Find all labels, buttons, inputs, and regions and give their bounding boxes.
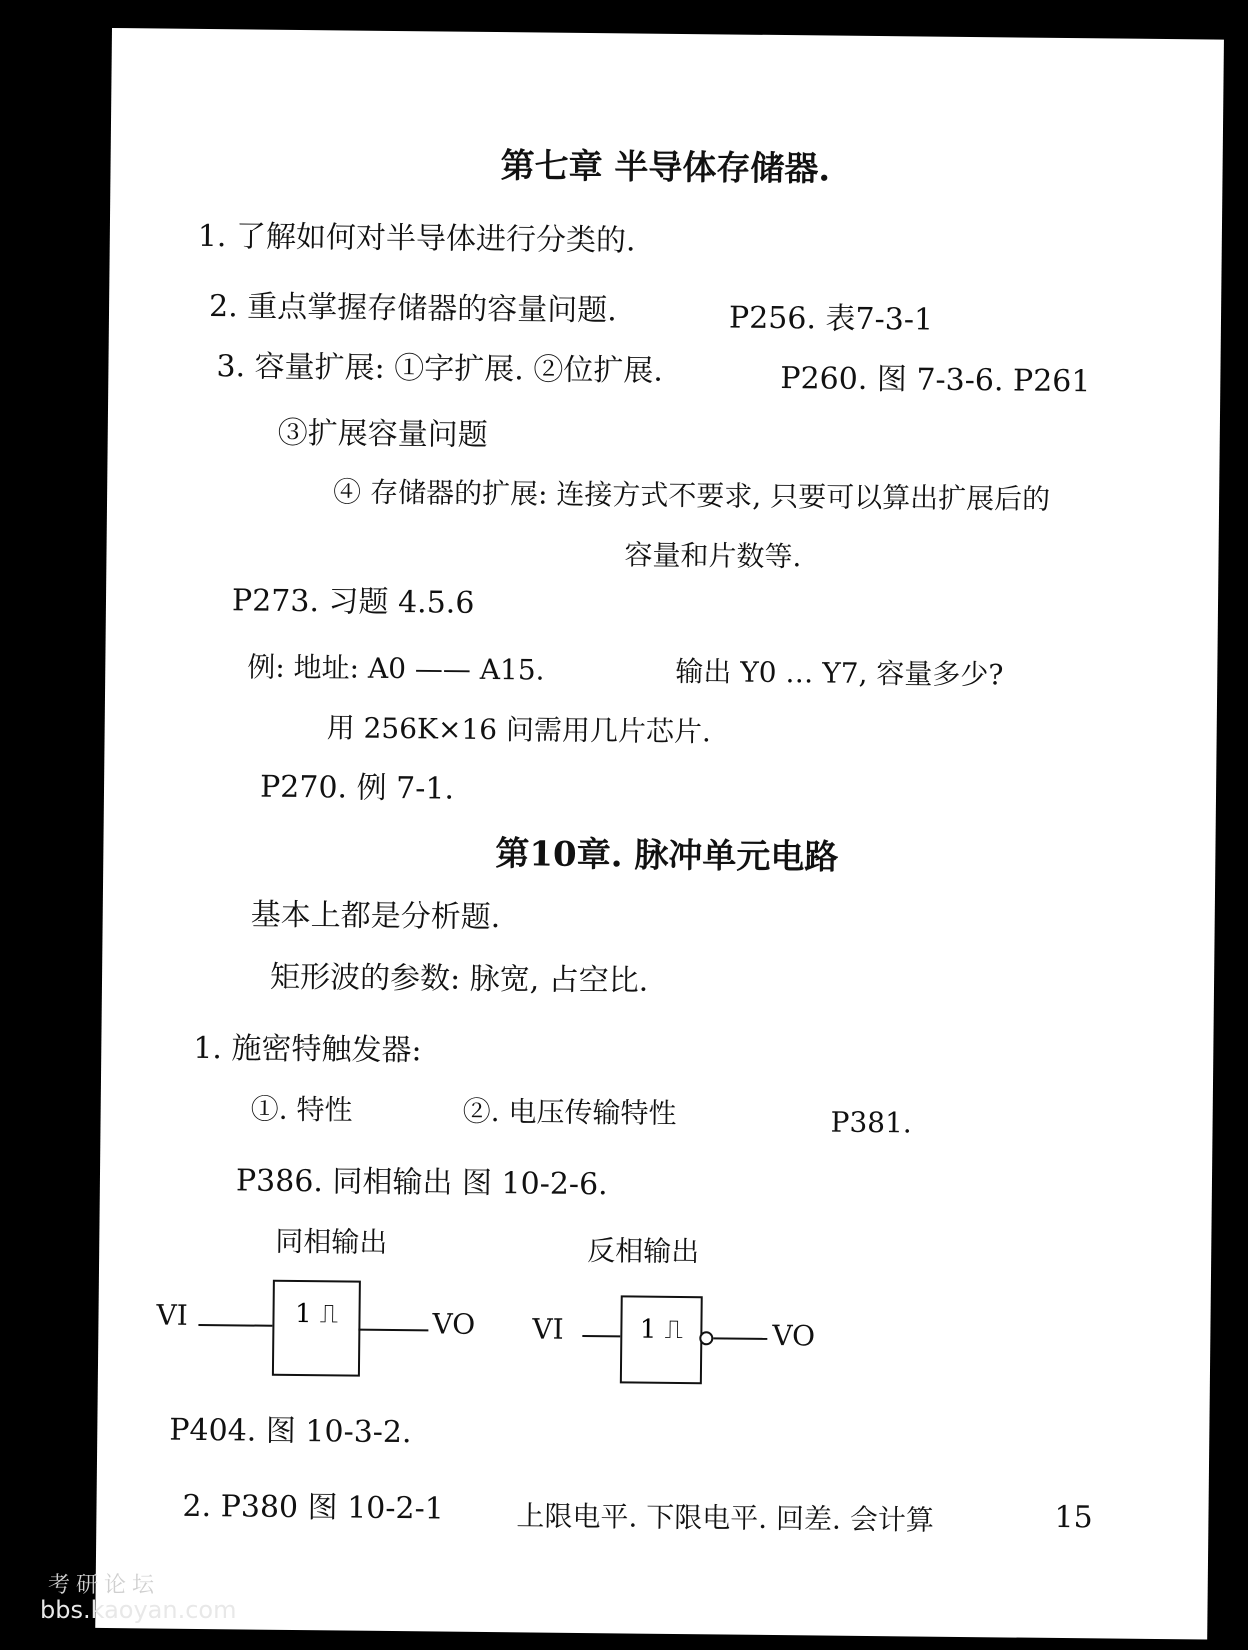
chapter7-title: 第七章 半导体存储器. [500, 146, 831, 190]
chapter10-intro1: 基本上都是分析题. [250, 897, 501, 936]
chapter10-fig2-ref: P404. 图 10-3-2. [169, 1412, 412, 1451]
gate-symbol-right: 1 ⎍ [639, 1314, 684, 1346]
chapter10-item1: 1. 施密特触发器: [193, 1030, 422, 1069]
chapter7-example-a: 例: 地址: A0 —— A15. [247, 650, 545, 687]
chapter10-intro2: 矩形波的参数: 脉宽, 占空比. [269, 959, 649, 999]
chapter7-item3-ref: P260. 图 7-3-6. P261 [780, 361, 1091, 400]
schmitt-gate-left [272, 1280, 361, 1377]
circuit-right-label: 反相输出 [587, 1234, 700, 1269]
output-wire-left [358, 1329, 428, 1332]
vo-label-left: VO [432, 1307, 476, 1341]
chapter7-item2-ref: P256. 表7-3-1 [728, 300, 934, 338]
chapter10-item1-b: ②. 电压传输特性 [462, 1094, 677, 1130]
watermark-site-name: 考研论坛 [48, 1573, 161, 1598]
chapter7-item3d: 容量和片数等. [624, 538, 802, 574]
chapter7-item3: 3. 容量扩展: ①字扩展. ②位扩展. [216, 349, 664, 389]
chapter7-item3b: ③扩展容量问题 [277, 415, 488, 453]
chapter10-item1-ref: P381. [830, 1105, 912, 1140]
schmitt-gate-right [620, 1295, 703, 1384]
chapter7-exercise: P273. 习题 4.5.6 [231, 583, 475, 621]
vo-label-right: VO [772, 1318, 816, 1353]
chapter7-example-c: 用 256K×16 问需用几片芯片. [326, 711, 711, 749]
chapter10-item1-a: ①. 特性 [250, 1092, 353, 1127]
chapter7-item3c: ④ 存储器的扩展: 连接方式不要求, 只要可以算出扩展后的 [332, 475, 1051, 516]
chapter7-example-ref: P270. 例 7-1. [259, 769, 455, 807]
gate-symbol-left: 1 ⎍ [294, 1298, 339, 1330]
chapter10-item2-b: 上限电平. 下限电平. 回差. 会计算 [516, 1499, 934, 1537]
chapter10-title: 第10章. 脉冲单元电路 [495, 834, 839, 878]
page-number: 15 [1054, 1499, 1093, 1536]
input-wire-left [198, 1324, 272, 1327]
chapter7-item1: 1. 了解如何对半导体进行分类的. [197, 218, 636, 259]
chapter7-item2: 2. 重点掌握存储器的容量问题. [208, 289, 617, 329]
input-wire-right [582, 1335, 620, 1337]
vi-label-left: VI [156, 1298, 188, 1332]
chapter10-item2: 2. P380 图 10-2-1 [182, 1488, 445, 1527]
output-wire-right [713, 1337, 767, 1340]
chapter10-fig-ref: P386. 同相输出 图 10-2-6. [235, 1163, 608, 1203]
chapter7-example-b: 输出 Y0 … Y7, 容量多少? [675, 654, 1004, 692]
watermark-site-url: bbs.kaoyan.com [40, 1596, 237, 1624]
inverter-bubble [699, 1331, 713, 1345]
scanned-page [95, 28, 1224, 1640]
vi-label-right: VI [532, 1312, 564, 1346]
circuit-left-label: 同相输出 [275, 1224, 388, 1259]
